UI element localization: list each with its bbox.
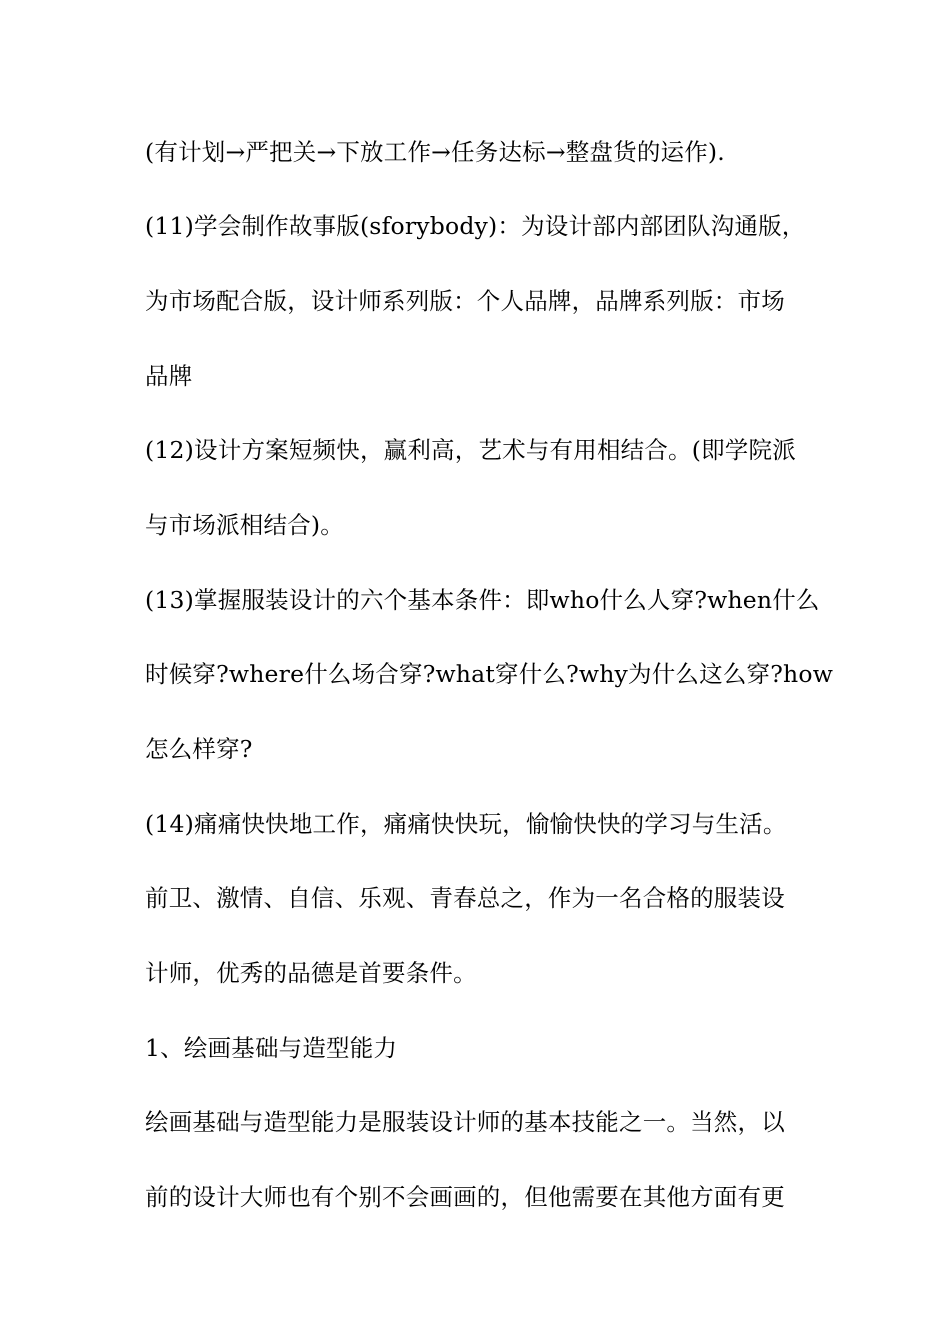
text-line: (13)掌握服装设计的六个基本条件：即who什么人穿?when什么 xyxy=(145,586,820,614)
text-line: 前卫、激情、自信、乐观、青春总之，作为一名合格的服装设 xyxy=(145,884,785,912)
text-line: (有计划→严把关→下放工作→任务达标→整盘货的运作). xyxy=(145,138,725,166)
section-heading: 1、绘画基础与造型能力 xyxy=(145,1034,398,1062)
text-line: (11)学会制作故事版(sforybody)：为设计部内部团队沟通版， xyxy=(145,212,806,240)
text-line: (14)痛痛快快地工作，痛痛快快玩，愉愉快快的学习与生活。 xyxy=(145,810,787,838)
text-line: 与市场派相结合)。 xyxy=(145,511,344,539)
text-line: 为市场配合版，设计师系列版：个人品牌，品牌系列版：市场 xyxy=(145,287,785,315)
text-line: 怎么样穿? xyxy=(145,735,253,763)
text-line: 品牌 xyxy=(145,362,193,390)
text-line: 时候穿?where什么场合穿?what穿什么?why为什么这么穿?how xyxy=(145,660,834,688)
text-line: 计师，优秀的品德是首要条件。 xyxy=(145,959,477,987)
text-line: (12)设计方案短频快，赢利高，艺术与有用相结合。(即学院派 xyxy=(145,436,796,464)
text-line: 前的设计大师也有个别不会画画的，但他需要在其他方面有更 xyxy=(145,1183,785,1211)
text-line: 绘画基础与造型能力是服装设计师的基本技能之一。当然，以 xyxy=(145,1108,785,1136)
